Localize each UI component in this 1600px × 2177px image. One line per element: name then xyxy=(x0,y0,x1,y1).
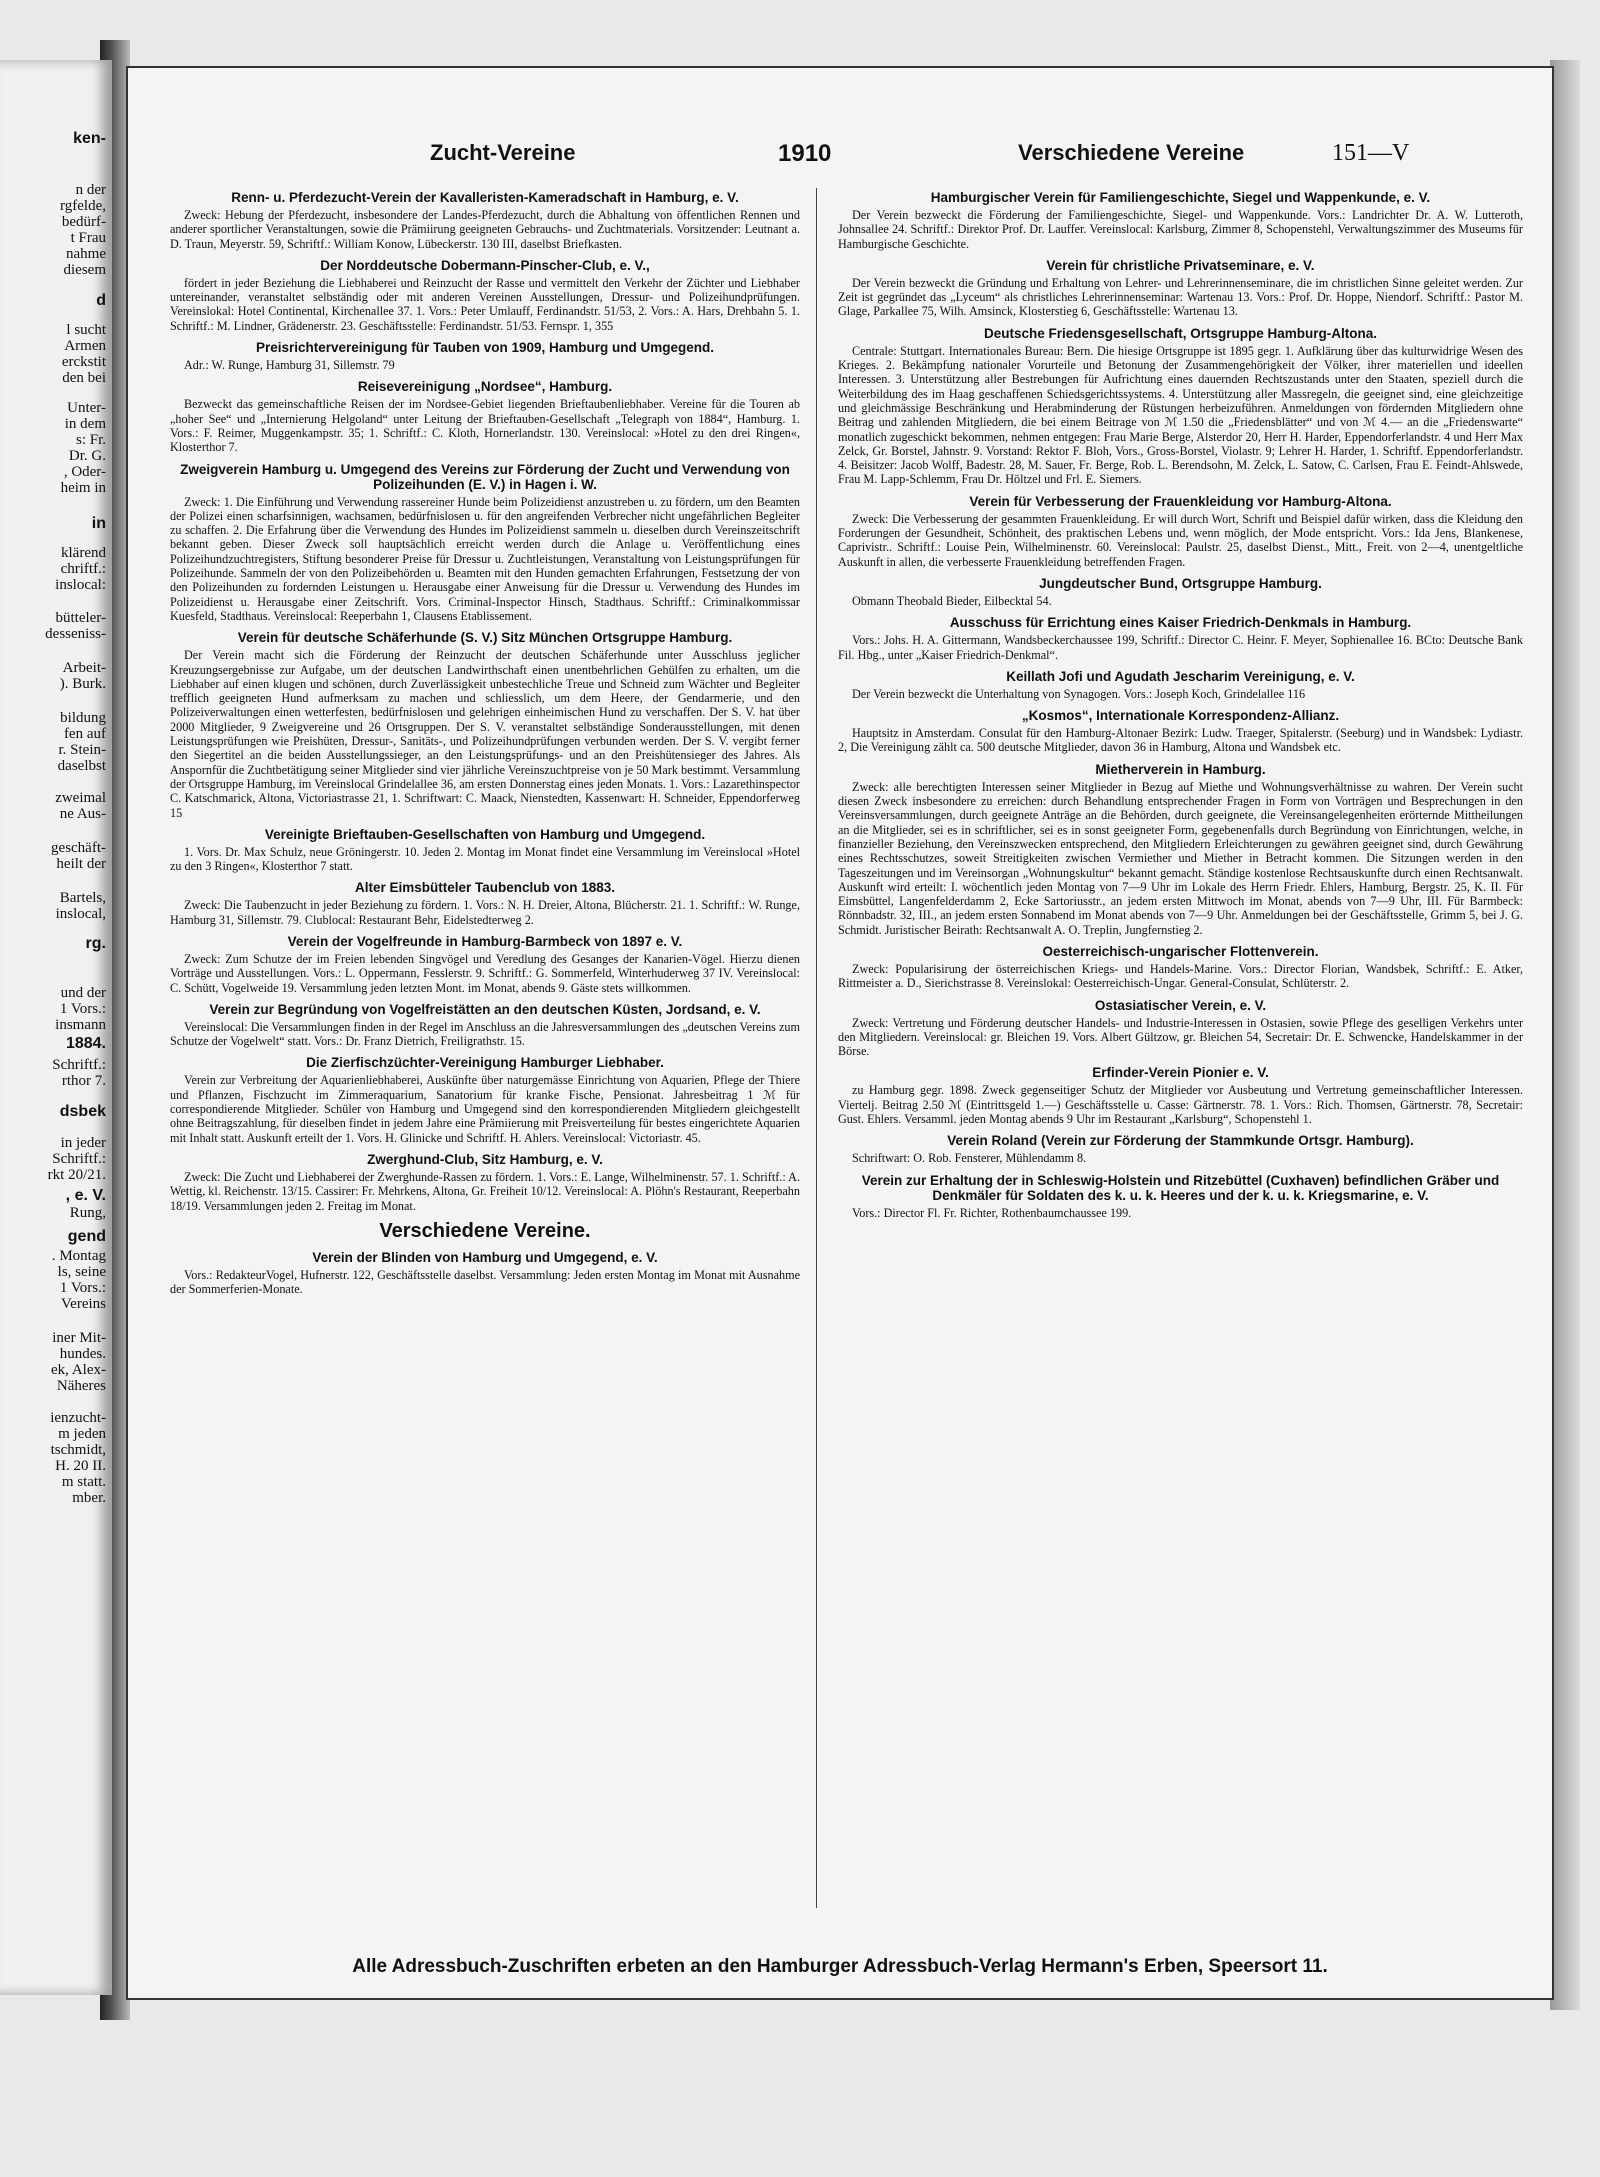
entry-title: Ausschuss für Errichtung eines Kaiser Friedrich-Denkmals in Hamburg. xyxy=(949,615,1412,631)
directory-entry xyxy=(170,190,800,251)
entry-title: Alter Eimsbütteler Taubenclub von 1883. xyxy=(354,880,616,896)
left-page-fragment: desseniss- xyxy=(45,626,106,642)
left-page-fragment: r. Stein- xyxy=(58,742,106,758)
entry-body: Der Verein bezweckt die Unterhaltung von Synagogen. Vors.: Joseph Koch, Grindelallee 116 xyxy=(852,686,1306,701)
directory-entry xyxy=(838,258,1523,319)
left-page-fragment: Dr. G. xyxy=(68,448,106,464)
entry-title: Der Norddeutsche Dobermann-Pinscher-Club, e. V., xyxy=(320,257,650,273)
left-page-fragment: 1 Vors.: xyxy=(59,1280,106,1296)
directory-entry xyxy=(170,340,800,372)
entry-title: Vereinigte Brieftauben-Gesellschaften von Hamburg und Umgegend. xyxy=(264,826,706,842)
left-page-fragment: ken- xyxy=(73,130,106,147)
entry-body: Obmann Theobald Bieder, Eilbecktal 54. xyxy=(852,593,1052,608)
left-page-fragment: den bei xyxy=(62,370,106,386)
left-page-fragment: bedürf- xyxy=(61,214,106,230)
directory-entry xyxy=(838,1173,1523,1220)
left-page-fragment: Unter- xyxy=(67,400,106,416)
entry-title: Zweigverein Hamburg u. Umgegend des Vereins zur Förderung der Zucht und Verwendung von Polizeihunden (E. V.) in Hagen i. W. xyxy=(180,461,790,492)
left-page-fragment: dsbek xyxy=(59,1103,106,1120)
entry-body: Zweck: Vertretung und Förderung deutscher Handels- und Industrie-Interessen in Ostasien, sowie Pflege des geselligen Verkehrs unter den Mitgliedern. Vereinslocal: gr. Bleichen 19. Vors. Albert Gültzow, gr. Bleichen 54, Secretair: Dr. E. Schwencke, Handelskammer in der Börse. xyxy=(838,1015,1523,1059)
directory-entry xyxy=(838,1065,1523,1126)
left-page-fragment: inslocal: xyxy=(55,577,106,593)
left-page-fragment: iner Mit- xyxy=(52,1330,106,1346)
left-page-fragment: in dem xyxy=(64,416,106,432)
entry-body: Zweck: Die Zucht und Liebhaberei der Zwerghunde-Rassen zu fördern. 1. Vors.: E. Lange, Wilhelminenstr. 57. 1. Schriftf.: A. Wettig, kl. Reichenstr. 13/15. Cassirer: Fr. Mehrkens, Altona, Gr. Freiheit 10/12. Vereinslocal: A. Plöhn's Restaurant, Reeperbahn 18/19. Versammlungen jeden 2. Freitag im Monat. xyxy=(170,1169,800,1213)
entry-body: Zweck: alle berechtigten Interessen seiner Mitglieder in Bezug auf Miethe und Wohnungsverhältnisse zu wahren. Der Verein sucht diesen Zweck insbesondere zu erreichen: durch Behandlung entsprechender Fragen in Form von Vorträgen und Besprechungen in den Vereinsversammlungen, durch geeignete Anträge an die Behörden, durch geeignete, die Vereinsangelegenheiten erörternde Mittheilungen an die Mitglieder, sei es in schriftlicher, sei es in sonst geeigneter Form, gegebenenfalls durch Begründung von Einrichtungen, welche, in finanzieller Beziehung, den Vereinszwecken entsprechend, den Mitgliedern Erleichterungen zu gewähren geeignet sind, durch Gewährung eines Rechtsschutzes, soweit Streitigkeiten zwischen Vermiether und Miether in Betracht kommen. Die Sitzungen werden in den Tageszeitungen und im Vereinsorgan „Wohnungskultur“ bekannt gemacht. Ständige kostenlose Rechtsauskunfte durch einen Rechtsanwalt. Auskunft wird erteilt: I. wöchentlich jeden Montag von 7—9 Uhr im Lokale des Herrn Friedr. Ehlers, Hamburg, Bergstr. 25, K. II. Für Eimsbüttel, Langenfelderdamm 2, Ecke Sartoriusstr., an jedem ersten Mittwoch im Monat, abends von 7—9 Uhr, III. Für Barmbeck: Rönnbadstr. 32, III., an jedem ersten Sonnabend im Monat abends von 7—9 Uhr. Anmeldungen bei der Geschäftsstelle, Grimm 5, bei J. G. Schmidt. Juristischer Beirath: Rechtsanwalt A. O. Treplin, Jungfernstieg 2. xyxy=(838,779,1523,937)
entry-title: Verein für christliche Privatseminare, e. V. xyxy=(1046,257,1315,273)
entry-title: Reisevereinigung „Nordsee“, Hamburg. xyxy=(357,379,613,395)
entry-title: Deutsche Friedensgesellschaft, Ortsgruppe Hamburg-Altona. xyxy=(983,325,1378,341)
directory-entry xyxy=(170,1152,800,1213)
left-page-fragment: rkt 20/21. xyxy=(47,1167,106,1183)
directory-entry xyxy=(838,762,1523,937)
entry-body: Bezweckt das gemeinschaftliche Reisen der im Nordsee-Gebiet liegenden Brieftaubenliebhaber. Vereine für die Touren ab „hoher See“ und „Internierung Helgoland“ unter Leitung der Brieftauben-Gesellschaft „Telegraph von 1884“, Hamburg. 1. Vors.: F. Reimer, Muggenkampstr. 35; 1. Schriftf.: C. Kloth, Hornerlandstr. 130. Vereinslocal: »Hotel zu den drei Ringen«, Klosterthor 7. xyxy=(170,397,800,455)
entry-body: zu Hamburg gegr. 1898. Zweck gegenseitiger Schutz der Mitglieder vor Ausbeutung und Vertretung gemeinschaftlicher Interessen. Viertelj. Beitrag 2.50 ℳ (Eintrittsgeld 1.—) Geschäftsstelle u. Casse: Gärtnerstr. 78. 1. Vors.: Rich. Thomsen, Gärtnerstr. 78, Secretair: Gust. Ehlers. Versamml. jeden Montag abends 9 Uhr im Restaurant „Karlsburg“, Schopenstehl 1. xyxy=(838,1083,1523,1127)
entry-body: Der Verein macht sich die Förderung der Reinzucht der deutschen Schäferhunde unter Ausschluss jeglicher Kreuzungsergebnisse zur Aufgabe, um der deutschen Landwirthschaft einen unentbehrlichen Gehülfen zu erhalten, um die Liebhaber auf einen klugen und schönen, durch Zuverlässigkeit unbestechliche Treue und Schneid zum Wächter und Begleiter trefflich geeigneten Hund aufmerksam zu machen und schliesslich, um dem Heere, der Gendarmerie, und den Polizeiverwaltungen einen wetterfesten, bedürfnislosen und gelehrigen einheimischen Hund zu verschaffen. Der S. V. hat über 2000 Mitglieder, 9 Zweigvereine und 26 Ortsgruppen. Der S. V. veranstaltet selbständige Sonderausstellungen, mit denen Leistungsprüfungen wie Preishüten, Dressur-, Sanitäts-, und Polizeihundprüfungen verbunden werden. Der S. V. vergibt ferner den Siegertitel an die beiden Ausstellungssieger, an den Leistungsprüfungs- und an den Preishütensieger des Jahres. Als Anspornfür die Zuchtbetätigung seiner Mitglieder sind vier jährliche Vereinszuchtpreise von je 50 Mark bestimmt. Versammlung der Ortsgruppe Hamburg, im Vereinslocal Grindelallee 36, am ersten Donnerstag eines jeden Monats. 1. Vors.: Lazarethinspector C. Katschmarick, Altona, Victoriastrasse 21, 1. Schriftwart: C. Maack, Nienstedten, Kassenwart: H. Schneider, Eppendorferweg 15 xyxy=(170,648,800,820)
left-page-fragment: ienzucht- xyxy=(50,1410,106,1426)
entry-body: Zweck: Die Taubenzucht in jeder Beziehung zu fördern. 1. Vors.: N. H. Dreier, Altona, Blücherstr. 21. 1. Schriftf.: W. Runge, Hamburg 31, Sillemstr. 79. Clublocal: Restaurant Behr, Eidelstedterweg 2. xyxy=(170,898,800,927)
left-page-fragment: m jeden xyxy=(58,1426,106,1442)
left-page-strip xyxy=(0,60,112,1995)
left-page-fragment: und der xyxy=(60,985,106,1001)
entry-title: Verein zur Erhaltung der in Schleswig-Holstein und Ritzebüttel (Cuxhaven) befindlichen Gräber und Denkmäler für Soldaten des k. u. k. Heeres und der k. u. k. Kriegsmarine, e. V. xyxy=(861,1172,1500,1203)
left-page-fragment: ls, seine xyxy=(57,1264,106,1280)
header-year: 1910 xyxy=(778,140,832,167)
left-column xyxy=(170,190,800,1902)
entry-title: Mietherverein in Hamburg. xyxy=(1095,761,1266,777)
left-page-fragment: n der xyxy=(75,182,106,198)
left-page-fragment: Schriftf.: xyxy=(52,1151,106,1167)
entry-title: Preisrichtervereinigung für Tauben von 1909, Hamburg und Umgegend. xyxy=(255,340,715,356)
left-page-fragment: ). Burk. xyxy=(59,676,106,692)
directory-entry xyxy=(170,1220,800,1243)
left-page-fragment: zweimal xyxy=(55,790,106,806)
left-page-fragment: heilt der xyxy=(56,856,106,872)
left-page-fragment: ek, Alex- xyxy=(51,1362,106,1378)
left-page-fragment: diesem xyxy=(63,262,106,278)
entry-title: Erfinder-Verein Pionier e. V. xyxy=(1092,1065,1269,1081)
left-page-fragment: bütteler- xyxy=(55,610,106,626)
left-page-fragment: Bartels, xyxy=(59,890,106,906)
left-page-fragment: heim in xyxy=(60,480,106,496)
entry-body: Zweck: 1. Die Einführung und Verwendung rassereiner Hunde beim Polizeidienst anzustreben u. zu fördern, um den Beamten der Polizei einen scharfsinnigen, wachsamen, bedürfnislosen u. für den angreifenden Verbrecher nicht ungefährlichen Begleiter zu schaffen. 2. Die Erfahrung über die Verwendung des Hundes im Polizeidienst sammeln u. dieselben durch Vereinszeitschrift bekannt geben. Dieser Zweck soll hauptsächlich erreicht werden durch die Anlage u. Veröffentlichung eines Polizeihundzuchtregisters, Stiftung besonderer Preise für Dressur u. Zuchtleistungen, Veranstaltung von Leistungsprüfungen für Polizeihunde. Sammeln der von den Polizeibehörden u. Beamten mit den Hunden gemachten Erfahrungen, Festsetzung der von den Polizeihunden zu fordernden Leistungen u. Herausgabe einer Anweisung für die Dressur u. Verwendung des Hundes im Polizeidienst u. Herausgabe einer Zeitschrift. Vors. Criminal-Inspector Hinsch, Stadthaus. Schriftf.: Criminalkommissar Kuesfeld, Stadthaus. Vereinslocal: Reeperbahn 1, Clausens Etablissement. xyxy=(170,494,800,623)
directory-entry xyxy=(170,379,800,454)
left-page-fragment: insmann xyxy=(55,1017,106,1033)
entry-body: Zweck: Die Verbesserung der gesammten Frauenkleidung. Er will durch Wort, Schrift und Beispiel dafür wirken, dass die Kleidung den Forderungen der Gesundheit, Schönheit, des praktischen Lebens und, wenn möglich, der Mode entspricht. Vors.: Ida Jens, Blankenese, Caprivistr.. Schriftf.: Louise Pein, Wilhelminenstr. 60. Vereinslocal: Paulstr. 25, daselbst Dienst., Mitt., Freit. von 2—4, unentgeltliche Auskunft in allen, die verbesserte Frauenkleidung betreffenden Fragen. xyxy=(838,511,1523,569)
footer-notice: Alle Adressbuch-Zuschriften erbeten an den Hamburger Adressbuch-Verlag Hermann's Erben, Speersort 11. xyxy=(352,1956,1328,1977)
right-column xyxy=(838,190,1523,1902)
entry-body: 1. Vors. Dr. Max Schulz, neue Gröningerstr. 10. Jeden 2. Montag im Monat findet eine Versammlung im Vereinslocal »Hotel zu den 3 Ringen«, Klosterthor 7 statt. xyxy=(170,844,800,874)
directory-entry xyxy=(838,944,1523,991)
left-page-fragment: l sucht xyxy=(66,322,106,338)
entry-body: Zweck: Hebung der Pferdezucht, insbesondere der Landes-Pferdezucht, durch die Abhaltung von öffentlichen Rennen und anderer sportlicher Veranstaltungen, sowie die Prämiirung geeigneten Gebrauchs- und Zuchtmaterials. Vorsitzender: Leutnant a. D. Traun, Meyerstr. 59, Schriftf.: William Konow, Lübeckerstr. 130 III, daselbst Briefkasten. xyxy=(170,208,800,251)
directory-entry xyxy=(838,708,1523,755)
left-page-fragment: , Oder- xyxy=(63,464,106,480)
page-header xyxy=(128,140,1552,176)
directory-entry xyxy=(838,1133,1523,1165)
entry-body: Schriftwart: O. Rob. Fensterer, Mühlendamm 8. xyxy=(852,1151,1087,1166)
left-page-fragment: 1884. xyxy=(65,1035,106,1052)
entry-body: Vors.: Director Fl. Fr. Richter, Rothenbaumchaussee 199. xyxy=(852,1205,1132,1220)
entry-body: Hauptsitz in Amsterdam. Consulat für den Hamburg-Altonaer Bezirk: Ludw. Traeger, Spitalerstr. (Seeburg) und in Wandsbek: Lydiastr. 2, Die Vereinigung zählt ca. 500 deutsche Mitglieder, davon 36 in Hamburg, Altona und Wandsbek etc. xyxy=(838,726,1523,755)
entry-body: Verein zur Verbreitung der Aquarienliebhaberei, Auskünfte über naturgemässe Einrichtung von Aquarien, Pflege der Thiere und Pflanzen, Fischzucht im Zimmeraquarium, Sanatorium für kranke Fische, Pensionat. Jahresbeitrag 1 ℳ für correspondierende Mitglieder. Schüler von Hamburg und Umgegend sind den korrespondierenden Mitgliedern gleichgestellt ohne Beitragszahlung, für dieselben findet in jedem Jahre eine Prämiierung mit Preisverteilung für bestes eingerichtete Aquarien mit Inhalt statt. Auskunft erteilt der 1. Vors. H. Glinicke und Schriftf. H. Ahlers. Vereinslocal: Victoriastr. 45. xyxy=(170,1073,800,1145)
entry-body: Der Verein bezweckt die Förderung der Familiengeschichte, Siegel- und Wappenkunde. Vors.: Landrichter Dr. A. W. Lutteroth, Johnsallee 24. Schriftf.: Direktor Prof. Dr. Lauffer. Vereinslocal: Karlsburg, Zimmer 8, Schopenstehl, Verwaltungszimmer des Museums für Hamburgische Geschichte. xyxy=(838,208,1523,251)
left-page-fragment: , e. V. xyxy=(65,1187,106,1204)
left-page-fragment: d xyxy=(96,292,106,309)
left-page-fragment: Armen xyxy=(64,338,106,354)
entry-body: Centrale: Stuttgart. Internationales Bureau: Bern. Die hiesige Ortsgruppe ist 1895 gegr. 1. Aufklärung über das kulturwidrige Wesen des Krieges. 2. Bekämpfung nationaler Vorurteile und Betonung der Zusammengehörigkeit der Völker, ihrer materiellen und ideellen Interessen. 3. Unterstützung aller Bestrebungen für Aufrichtung eines dauernden Rechtszustands unter den Staaten, speziell durch die Weiterbildung des im Haag geschaffenen Schiedsgerichtssystems. 4. Unterstützung aller Massregeln, die geeignet sind, eine gleichzeitige und gleichmässige Beschränkung und Herabminderung der Rüstungen herbeizuführen. Anmeldungen von fördernden Mitgliedern ohne Beitrag und zahlenden Mitgliedern, die bei einem Beitrage von ℳ 1.50 die „Friedensblätter“ und von ℳ 4.— an die „Friedenswarte“ monatlich zugeschickt bekommen, nehmen entgegen: Frau Marie Berge, Alsterdor 20, Herr H. Harder, Eppendorferlandstr. 4 und Herr Max Zelck, Gr. Borstel, Jahnstr. 9. Vorstand: Rektor F. Bloh, Vors., Gross-Borstel, Violastr. 9; Lehrer H. Harder, 1. Schriftf. Eppendorferlandstr. 4. Beisitzer: Jacob Wolff, Badestr. 28, M. Sauer, Fr. Berge, Rob. L. Berendsohn, M. Zelck, L. Satow, C. Carlsen, Frau E. Feindt-Ahlswede, Frau M. Lapp-Schlemm, Frau Dr. Höltzel und Frl. E. Siemers. xyxy=(838,343,1523,487)
left-page-fragment: gend xyxy=(67,1228,106,1245)
entry-title: Verein zur Begründung von Vogelfreistätten an den deutschen Küsten, Jordsand, e. V. xyxy=(209,1001,761,1017)
directory-entry xyxy=(838,326,1523,487)
left-page-fragment: in jeder xyxy=(60,1135,106,1151)
left-page-fragment: 1 Vors.: xyxy=(59,1001,106,1017)
directory-entry xyxy=(838,998,1523,1059)
header-section-left: Zucht-Vereine xyxy=(430,140,576,165)
left-page-fragment: daselbst xyxy=(57,758,106,774)
left-page-fragment: erckstit xyxy=(61,354,106,370)
left-page-fragment: m statt. xyxy=(61,1474,106,1490)
entry-title: Oesterreichisch-ungarischer Flottenverein. xyxy=(1042,943,1319,959)
page-number: 151—V xyxy=(1332,140,1410,166)
left-page-fragment: Rung, xyxy=(69,1205,106,1221)
header-section-right: Verschiedene Vereine xyxy=(1018,140,1245,165)
left-page-fragment: Vereins xyxy=(61,1296,106,1312)
entry-title: Verein Roland (Verein zur Förderung der Stammkunde Ortsgr. Hamburg). xyxy=(947,1133,1414,1149)
entry-body: fördert in jeder Beziehung die Liebhaberei und Reinzucht der Rasse und vermittelt den Verkehr der Züchter und Liebhaber untereinander, veranstaltet selbständig oder mit anderen Vereinen Ausstellungen, Dressur- und Polizeihundprüfungen. Vereinslokal: Hotel Continental, Kirchenallee 37. 1. Vors.: Peter Umlauff, Ferdinandstr. 51/53, 2. Vors.: A. Hars, Drehbahn 5. 1. Schriftf.: M. Lindner, Grädenerstr. 23. Geschäftsstelle: Ferdinandstr. 51/53. Fernspr. 1, 355 xyxy=(170,275,800,333)
left-page-fragment: nahme xyxy=(66,246,106,262)
directory-entry xyxy=(170,880,800,927)
column-divider xyxy=(816,188,817,1908)
left-page-fragment: mber. xyxy=(72,1490,106,1506)
entry-body: Vereinslocal: Die Versammlungen finden in der Regel im Anschluss an die Jahresversammlungen des „deutschen Vereins zum Schutze der Vogelwelt“ statt. Vors.: Dr. Franz Dietrich, Freiligrathstr. 15. xyxy=(170,1019,800,1049)
directory-entry xyxy=(170,934,800,995)
left-page-fragment: in xyxy=(91,515,106,532)
directory-entry xyxy=(170,258,800,333)
left-page-fragment: bildung xyxy=(60,710,106,726)
left-page-fragment: Schriftf.: xyxy=(52,1057,106,1073)
left-page-fragment: fen auf xyxy=(63,726,106,742)
left-page-fragment: . Montag xyxy=(51,1248,106,1264)
left-page-fragment: chriftf.: xyxy=(60,561,106,577)
section-heading: Verschiedene Vereine. xyxy=(379,1219,591,1242)
left-page-fragment: ne Aus- xyxy=(59,806,106,822)
entry-body: Zweck: Zum Schutze der im Freien lebenden Singvögel und Veredlung des Gesanges der Kanarien-Vögel. Hierzu dienen Vorträge und Ausstellungen. Vors.: L. Oppermann, Fesslerstr. 9. Schriftf.: G. Sommerfeld, Winterhuderweg 37 IV. Vereinslocal: C. Schütt, Vogelweide 19. Versammlung jeden letzten Mont. im Monat, abends 9. Gäste stets willkommen. xyxy=(170,951,800,995)
page-edge xyxy=(1550,60,1580,2010)
entry-title: Renn- u. Pferdezucht-Verein der Kavalleristen-Kameradschaft in Hamburg, e. V. xyxy=(231,190,739,205)
entry-title: Ostasiatischer Verein, e. V. xyxy=(1094,997,1267,1013)
entry-title: Die Zierfischzüchter-Vereinigung Hamburger Liebhaber. xyxy=(306,1055,664,1071)
directory-entry xyxy=(170,1250,800,1297)
entry-title: Verein der Vogelfreunde in Hamburg-Barmbeck von 1897 e. V. xyxy=(287,933,683,949)
left-page-fragment: rg. xyxy=(85,935,106,952)
left-page-fragment: inslocal, xyxy=(55,906,106,922)
entry-body: Vors.: RedakteurVogel, Hufnerstr. 122, Geschäftsstelle daselbst. Versammlung: Jeden ersten Montag im Monat mit Ausnahme der Sommerferien-Monate. xyxy=(170,1267,800,1297)
directory-entry xyxy=(838,615,1523,662)
directory-page xyxy=(126,66,1554,2000)
directory-entry xyxy=(170,827,800,874)
left-page-fragment: tschmidt, xyxy=(50,1442,106,1458)
left-page-fragment: Näheres xyxy=(56,1378,106,1394)
directory-entry xyxy=(838,190,1523,251)
entry-title: Verein der Blinden von Hamburg und Umgegend, e. V. xyxy=(312,1249,658,1265)
entry-body: Vors.: Johs. H. A. Gittermann, Wandsbeckerchaussee 199, Schriftf.: Director C. Heinr. F. Meyer, Sophienallee 16. BCto: Deutsche Bank Fil. Hbg., unter „Kaiser Friedrich-Denkmal“. xyxy=(838,633,1523,662)
directory-entry xyxy=(170,630,800,820)
entry-title: „Kosmos“, Internationale Korrespondenz-Allianz. xyxy=(1021,708,1340,724)
entry-body: Adr.: W. Runge, Hamburg 31, Sillemstr. 79 xyxy=(184,358,395,373)
entry-title: Zwerghund-Club, Sitz Hamburg, e. V. xyxy=(367,1151,603,1167)
left-page-fragment: Arbeit- xyxy=(62,660,106,676)
left-page-fragment: geschäft- xyxy=(51,840,106,856)
directory-entry xyxy=(838,494,1523,569)
left-page-fragment: t Frau xyxy=(70,230,106,246)
left-page-fragment: s: Fr. xyxy=(75,432,106,448)
directory-entry xyxy=(170,462,800,624)
entry-title: Verein für Verbesserung der Frauenkleidung vor Hamburg-Altona. xyxy=(969,493,1392,509)
entry-body: Zweck: Popularisirung der österreichischen Kriegs- und Handels-Marine. Vors.: Director Florian, Wandsbek, Schriftf.: E. Atker, Rittmeister a. D., Sierichstrasse 8. Vereinslokal: Oesterreichisch-Ungar. General-Consulat, Schlüterstr. 2. xyxy=(838,961,1523,991)
entry-title: Jungdeutscher Bund, Ortsgruppe Hamburg. xyxy=(1039,575,1322,591)
entry-body: Der Verein bezweckt die Gründung und Erhaltung von Lehrer- und Lehrerinnenseminare, die im christlichen Sinne geleitet werden. Zur Zeit ist gegründet das „Lyceum“ als christliches Lehrerinnenseminar: Wartenau 13. Vors.: Prof. Dr. Hoppe, Niendorf. Schriftf.: Pastor M. Glage, Parkallee 75, Wilh. Amsinck, Klosterstieg 6, Geschäftsstelle: Wartenau 13. xyxy=(838,275,1523,319)
entry-title: Hamburgischer Verein für Familiengeschichte, Siegel und Wappenkunde, e. V. xyxy=(930,190,1431,205)
left-page-fragment: rthor 7. xyxy=(61,1073,106,1089)
directory-entry xyxy=(170,1002,800,1049)
entry-title: Keillath Jofi und Agudath Jescharim Vereinigung, e. V. xyxy=(1006,668,1355,684)
left-page-fragment: H. 20 II. xyxy=(55,1458,106,1474)
left-page-fragment: klärend xyxy=(61,545,106,561)
entry-title: Verein für deutsche Schäferhunde (S. V.) Sitz München Ortsgruppe Hamburg. xyxy=(237,630,733,646)
directory-entry xyxy=(170,1055,800,1144)
left-page-fragment: hundes. xyxy=(59,1346,106,1362)
directory-entry xyxy=(838,576,1523,608)
directory-entry xyxy=(838,669,1523,701)
left-page-fragment: rgfelde, xyxy=(60,198,106,214)
